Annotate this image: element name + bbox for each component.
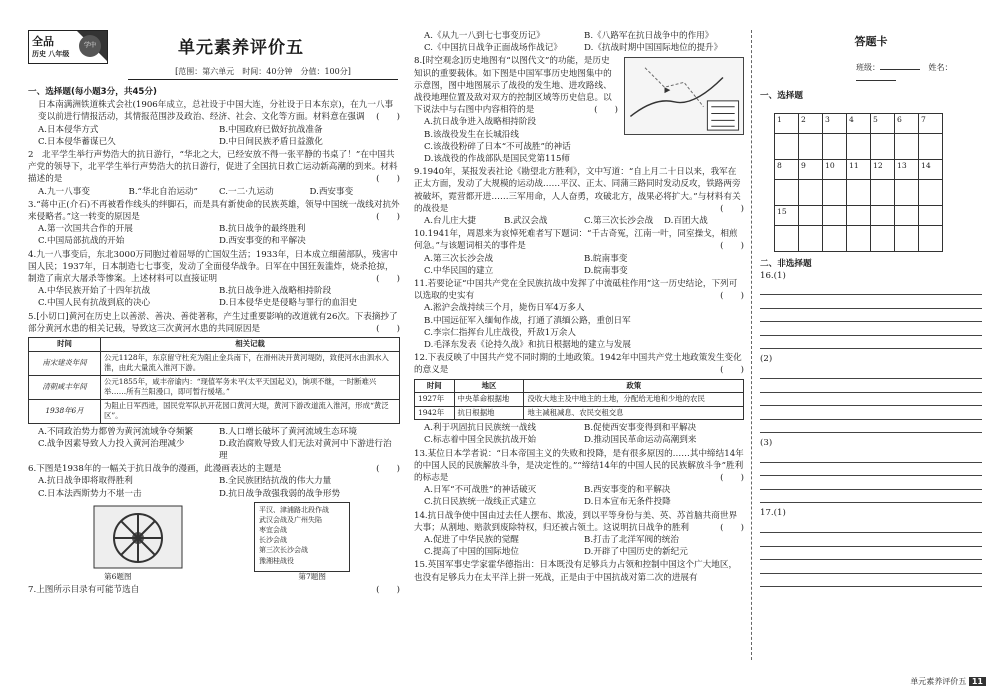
river-flood-table: 时间 相关记载 南宋建炎年间 公元1128年，东京留守杜充为阻止金兵南下，在滑州决开黄河堤防，致使河水由泗水入淮，由此大量流入淮河下游。 清朝咸丰年间 公元1855年，咸丰帝谕内：“现值军务未平(太平天国起义)，饷项不继，一时断难兴举……所有兰阳漫口，即可暂行缓堵。” 1938年6月 为阻止日军西进，国民党军队扒开花园口黄河大堤，黄河下游改道流入淮河，形成“黄泛区”。 xyxy=(28,337,400,424)
question-15: 15.英国军事史学家霍华德指出：日本既没有足够兵力占领和控制中国这个广大地区，也没有足够兵力在太平洋上拼一死战，正是由于中国抗战对第二次的进展有 xyxy=(414,560,738,583)
answer-17-1-label: 17.(1) xyxy=(760,508,786,519)
contents-figure: 平汉、津浦路北段作战 武汉会战及广州失陷 枣宜会战 长沙会战 第三次长沙会战 豫湘桂战役 xyxy=(254,502,350,572)
question-6: 6.下图是1938年的一幅关于抗日战争的漫画，此漫画表达的主题是 ( ) xyxy=(28,464,400,475)
brand-name: 全品 xyxy=(32,35,54,48)
land-policy-table: 时间 地区 政策 1927年 中央革命根据地 没收大地主及中地主的土地，分配给无地和少地的农民 1942年 抗日根据地 地主减租减息、农民交租交息 xyxy=(414,379,744,421)
question-5: 5.[小切口]黄河在历史上以善淤、善决、善徙著称，产生过重要影响的改道就有26次。下表摘抄了部分黄河水患的相关记载，导致这三次黄河水患的共同原因是 ( ) xyxy=(28,311,400,334)
exam-scope: [范围：第六单元 时间：40分钟 分值：100分] xyxy=(128,66,398,80)
question-1-options: A.日本侵华方式 B.中国政府已做好抗战准备 C.日本侵华蓄谋已久 D.中日间民族矛盾日益激化 xyxy=(38,124,323,147)
question-4-options: A.中华民族开始了十四年抗战 B.抗日战争进入战略相持阶段 C.中国人民有抗战到底的决心 D.日本侵华史是侵略与罪行的血泪史 xyxy=(38,286,358,309)
table-row: 南宋建炎年间 公元1128年，东京留守杜充为阻止金兵南下，在滑州决开黄河堤防，致使河水由泗水入淮，由此大量流入淮河下游。 xyxy=(29,351,400,375)
question-9-options: A.台儿庄大捷 B.武汉会战 C.第三次长沙会战 D.百团大战 xyxy=(424,216,708,227)
table-row: 1938年6月 为阻止日军西进，国民党军队扒开花园口黄河大堤，黄河下游改道流入淮河，形成“黄泛区”。 xyxy=(29,399,400,423)
question-7: 7.上图所示目录有可能节选自 ( ) xyxy=(28,584,400,595)
question-2-options: A.九一八事变 B.“华北自治运动” C.一二·九运动 D.西安事变 xyxy=(38,186,354,197)
answer-sheet-title: 答题卡 xyxy=(854,35,888,48)
student-info: 班级： 姓名： xyxy=(760,62,982,85)
answer-16-2-label: (2) xyxy=(760,354,773,365)
figure-captions: 第6题图 第7题图 xyxy=(104,571,326,581)
question-4: 4.九一八事变后，东北3000万同胞过着屈辱的亡国奴生活；1933年，日本成立细菌部队，残害中国人民；1937年，日本制造七七事变，发动了全面侵华战争。日军在中国狂轰滥炸，烧杀抢掠，制造了南京大屠杀等惨案。上述材料可以直接证明 ( ) xyxy=(28,249,400,285)
question-2: 2 北平学生举行声势浩大的抗日游行，“华北之大，已经安放不得一张平静的书桌了！”在中国共产党的领导下，北平学生举行声势浩大的抗日游行，促进了全国抗日救亡运动新高潮的到来。材料描述的是 ( ) xyxy=(28,150,400,185)
brand-logo xyxy=(28,30,108,64)
question-9: 9.1940年，某报发表社论《勘望北方胜利》，文中写道：“自上月二十日以来，我军在正太方面，发动了大规模的运动战……平汉、正太、同蒲三路同时发动反攻，铁路两旁被破坏，霓营都开进……三军用命，人人奋勇，攻破北方，战果必将扩大。”与材料有关的战役是 ( ) xyxy=(414,167,744,214)
answer-section-1: 一、选择题 xyxy=(760,91,803,102)
question-13: 13.某位日本学者说：“日本帝国主义的失败和投降，是有很多原因的……其中缔结14年的中国人民的民族解放斗争，是决定性的。”“缔结14年的中国人民的民族解放斗争”胜利的标志是 ( ) xyxy=(414,448,744,484)
page-footer: 单元素养评价五 11 xyxy=(910,676,986,687)
question-6-options: A.抗日战争即将取得胜利 B.全民族团结抗战的伟大力量 C.日本法西斯势力不堪一击 D.抗日战争敌强我弱的战争形势 xyxy=(38,476,341,499)
question-8-options: A.抗日战争进入战略相持阶段 B.该战役发生在长城沿线 C.该战役粉碎了日本“不可战胜”的神话 D.该战役的作战部队是国民党第115师 xyxy=(424,117,571,165)
answer-grid: 1 2 3 4 5 6 7 8 9 10 11 12 13 14 15 xyxy=(774,113,943,252)
answer-sheet xyxy=(760,30,982,670)
question-11: 11.若要论证“中国共产党在全民族抗战中发挥了中流砥柱作用”这一历史结论，下列可以选取的史实有 ( ) xyxy=(414,279,744,302)
question-3: 3.“蒋中正(介石)不再被看作线头的绊脚石，而是具有新使命的民族英雄，领导中国统一战线对抗外来侵略者。”这一转变的原因是 ( ) xyxy=(28,199,400,223)
battle-map xyxy=(624,57,744,135)
page-number: 11 xyxy=(969,677,986,686)
table-row: 1942年 抗日根据地 地主减租减息、农民交租交息 xyxy=(415,406,744,420)
question-3-options: A.第一次国共合作的开展 B.抗日战争的最终胜利 C.中国局部抗战的开始 D.西安事变的和平解决 xyxy=(38,224,306,247)
left-column xyxy=(28,30,400,670)
table-row: 1927年 中央革命根据地 没收大地主及中地主的土地，分配给无地和少地的农民 xyxy=(415,393,744,407)
question-7-options: A.《从九一八到七七事变历记》 B.《八路军在抗日战争中的作用》 C.《中国抗日战争正面战场作战记》 D.《抗战时期中国国际地位的提升》 xyxy=(424,31,723,54)
question-13-options: A.日军“不可战胜”的神话破灭 B.西安事变的和平解决 C.抗日民族统一战线正式建立 D.日本宣布无条件投降 xyxy=(424,485,671,508)
table-row: 清朝咸丰年间 公元1855年，咸丰帝谕内：“现值军务未平(太平天国起义)，饷项不继，一时断难兴举……所有兰阳漫口，即可暂行缓堵。” xyxy=(29,375,400,399)
cut-line xyxy=(751,30,752,660)
question-14-options: A.促进了中华民族的觉醒 B.打击了北洋军阀的统治 C.提高了中国的国际地位 D.开辟了中国历史的新纪元 xyxy=(424,535,688,558)
section-heading: 一、选择题(每小题3分，共45分) xyxy=(28,87,157,97)
question-14: 14.抗日战争使中国由过去任人摆布、欺凌，到以平等身份与美、英、苏首脑共商世界大事；从割地、赔款到废除特权，归还被占领土。这说明抗日战争的胜利 ( ) xyxy=(414,510,744,533)
question-11-options: A.淞沪会战持续三个月，毙伤日军4万多人 B.中国远征军入缅甸作战，打通了滇缅公路，重创日军 C.李宗仁指挥台儿庄战役，歼敌1万余人 D.毛泽东发表《论持久战》和抗日根据地的建立与发展 xyxy=(424,303,631,351)
question-8: 8.[时空观念]历史地图有“以图代文”的功能，是历史知识的重要载体。如下图是中国军事历史地图集中的示意图，图中地图展示了战役的发生地、进攻路线、战役地理位置及敌对双方的控制区域等历史信息。以下说法中与右图中内容相符的是 ( ) xyxy=(414,55,744,116)
question-list-left xyxy=(28,84,400,596)
question-1: 日本南满洲铁道株式会社(1906年成立，总社设于中国大连，分社设于日本东京)，在九一八事变以前进行情报活动，其情报范围涉及政治、经济、社会、文化等方面。材料意在强调 ( ) xyxy=(38,100,400,123)
question-5-options: A.不同政治势力都曾为黄河流域争夺频繁 B.人口增长破坏了黄河流域生态环境 C.战争因素导致人力投入黄河治理减少 D.政治腐败导致人们无法对黄河中下游进行治理 xyxy=(38,426,392,462)
page-title: 单元素养评价五 xyxy=(178,38,304,58)
figure-row xyxy=(28,502,400,572)
question-12-options: A.利于巩固抗日民族统一战线 B.促使西安事变得到和平解决 C.标志着中国全民族抗战开始 D.推动国民革命运动高潮到来 xyxy=(424,423,697,446)
question-12: 12.下表反映了中国共产党不同时期的土地政策。1942年中国共产党土地政策发生变化的意义是 ( ) xyxy=(414,353,744,376)
question-10-options: A.第三次长沙会战 B.皖南事变 C.中华民国的建立 D.皖南事变 xyxy=(424,253,628,276)
answer-16-3-label: (3) xyxy=(760,438,773,449)
seal-icon: 学中 xyxy=(79,35,101,57)
brand-sub: 历史 八年级 xyxy=(32,50,70,58)
question-10: 10.1941年，周恩来为哀悼死难者写下题词：“千古奇冤，江南一叶，同室操戈，相煎何急。”与该题词相关的事件是 ( ) xyxy=(414,229,744,252)
cartoon-figure xyxy=(88,502,188,572)
middle-column xyxy=(414,30,744,670)
answer-16-1-label: 16.(1) xyxy=(760,270,786,281)
answer-section-2: 二、非选择题 xyxy=(760,258,812,269)
